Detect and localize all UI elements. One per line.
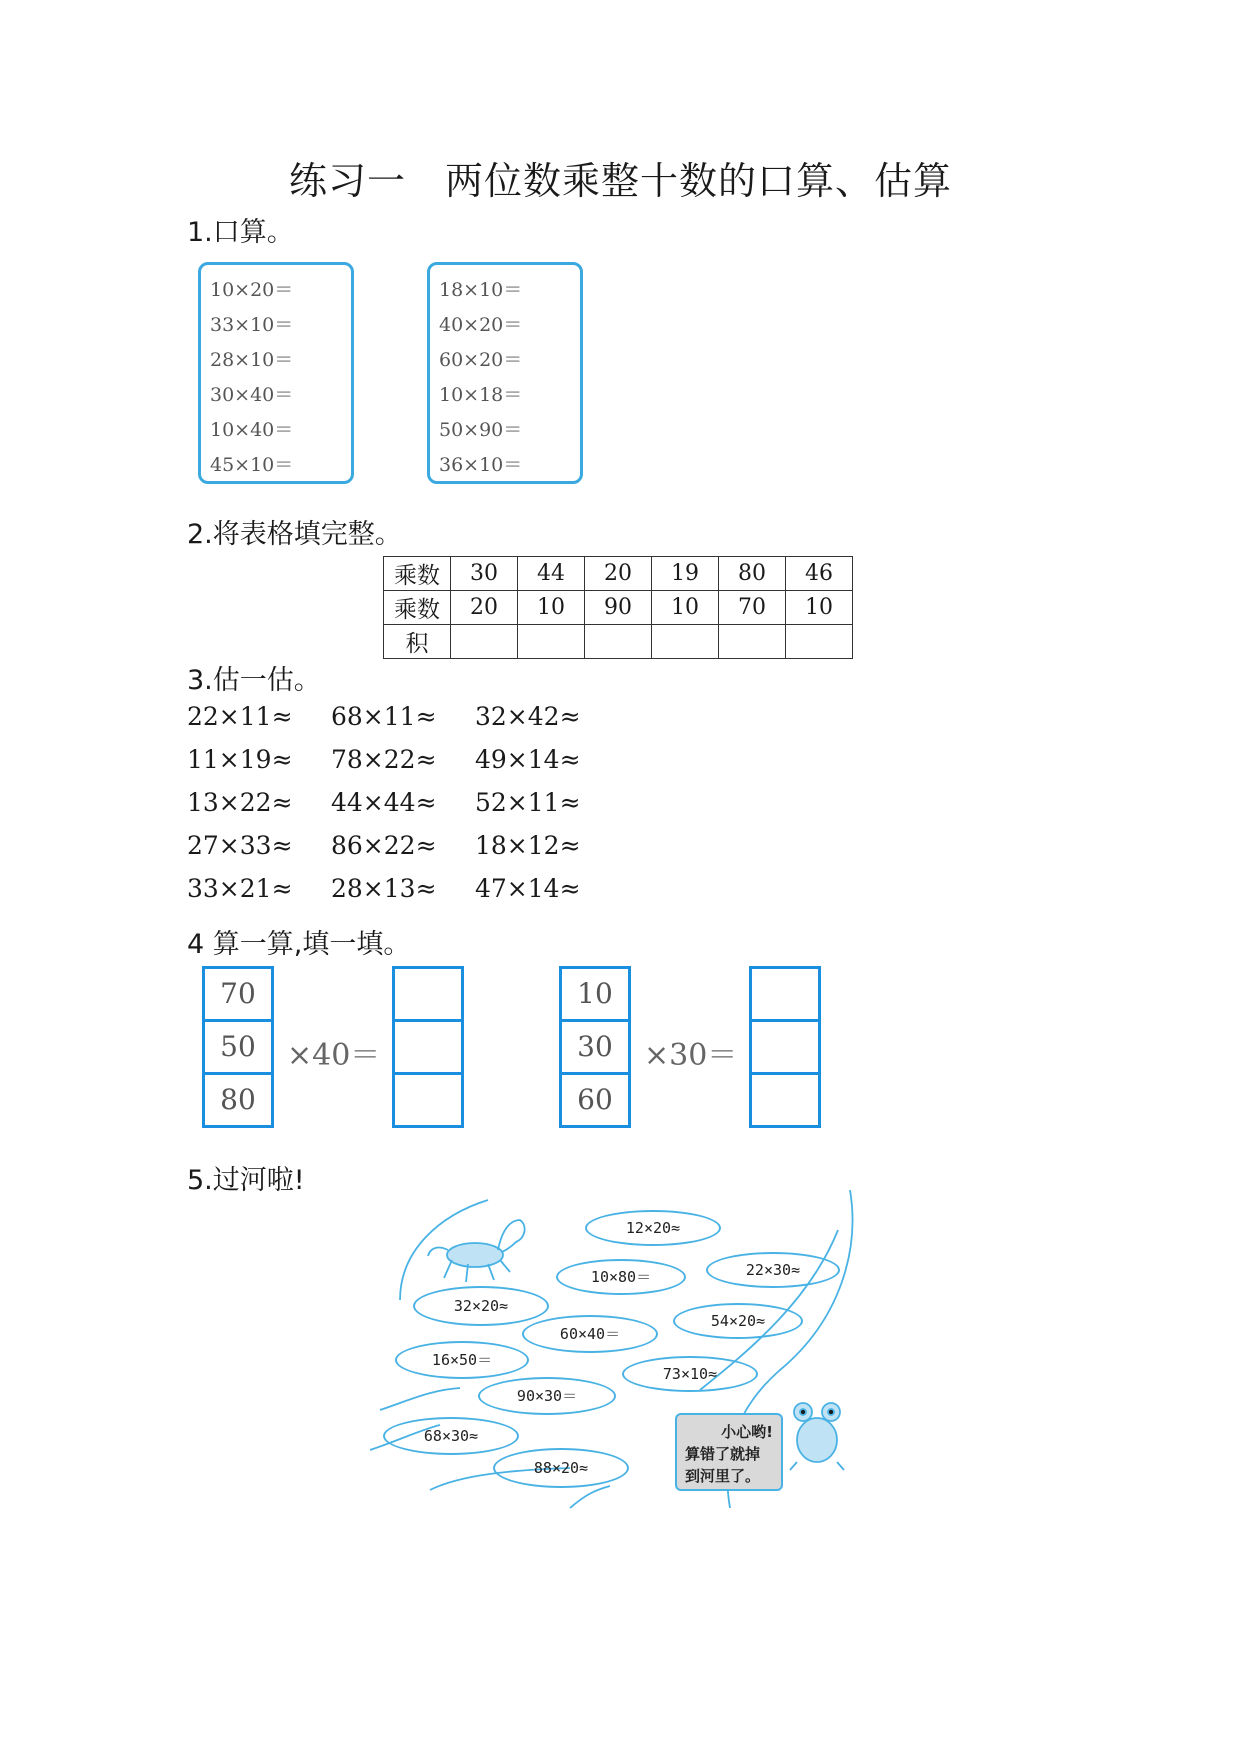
estimate-item: 78×22≈: [331, 745, 437, 774]
oral-item: 18×10＝: [439, 279, 523, 301]
section-4-heading: 4 算一算,填一填。: [187, 929, 411, 960]
table-cell: 19: [652, 557, 719, 591]
estimate-item: 18×12≈: [475, 831, 581, 860]
table-cell: 70: [719, 591, 786, 625]
estimate-item: 32×42≈: [475, 702, 581, 731]
estimate-item: 68×11≈: [331, 702, 437, 731]
oral-item: 50×90＝: [439, 419, 523, 441]
oral-item: 60×20＝: [439, 349, 523, 371]
table-cell: 44: [518, 557, 585, 591]
row-label: 乘数: [384, 557, 451, 591]
river-stone: 22×30≈: [706, 1252, 840, 1288]
answer-cell[interactable]: [749, 1072, 821, 1128]
section-2-heading: 2.将表格填完整。: [187, 519, 402, 550]
table-cell: 10: [652, 591, 719, 625]
river-stone: 68×30≈: [383, 1417, 519, 1455]
section-1-heading: 1.口算。: [187, 217, 294, 248]
oral-item: 36×10＝: [439, 454, 523, 476]
oral-item: 33×10＝: [210, 314, 294, 336]
table-cell: 10: [518, 591, 585, 625]
estimate-item: 52×11≈: [475, 788, 581, 817]
frog-icon: [790, 1403, 844, 1470]
river-stone: 73×10≈: [622, 1356, 758, 1392]
oral-item: 30×40＝: [210, 384, 294, 406]
river-stone: 10×80＝: [556, 1259, 686, 1295]
estimate-item: 11×19≈: [187, 745, 293, 774]
estimate-item: 47×14≈: [475, 874, 581, 903]
river-stone: 32×20≈: [413, 1286, 549, 1326]
oral-box-left: [198, 262, 354, 484]
oral-item: 10×20＝: [210, 279, 294, 301]
oral-box-right: [427, 262, 583, 484]
estimate-item: 33×21≈: [187, 874, 293, 903]
page-title: 练习一 两位数乘整十数的口算、估算: [288, 159, 952, 203]
product-answer-cell[interactable]: [585, 625, 652, 659]
operator-label: ×40＝: [287, 1038, 381, 1073]
product-answer-cell[interactable]: [652, 625, 719, 659]
answer-cell[interactable]: [392, 1072, 464, 1128]
oral-item: 40×20＝: [439, 314, 523, 336]
section-5-heading: 5.过河啦!: [187, 1165, 305, 1196]
speech-line: 到河里了。: [685, 1467, 761, 1485]
input-number-cell: 80: [202, 1072, 274, 1128]
estimate-item: 44×44≈: [331, 788, 437, 817]
estimate-item: 27×33≈: [187, 831, 293, 860]
product-answer-cell[interactable]: [451, 625, 518, 659]
row-label: 乘数: [384, 591, 451, 625]
oral-item: 28×10＝: [210, 349, 294, 371]
table-cell: 20: [585, 557, 652, 591]
estimate-item: 86×22≈: [331, 831, 437, 860]
table-cell: 10: [786, 591, 853, 625]
table-cell: 46: [786, 557, 853, 591]
input-number-cell: 70: [202, 966, 274, 1022]
horse-icon: [428, 1220, 525, 1282]
table-row: [384, 591, 853, 625]
product-answer-cell[interactable]: [719, 625, 786, 659]
answer-cell[interactable]: [749, 1019, 821, 1075]
multiplication-table: [383, 556, 853, 659]
operator-label: ×30＝: [644, 1038, 738, 1073]
estimate-item: 28×13≈: [331, 874, 437, 903]
river-stone: 54×20≈: [673, 1303, 803, 1339]
river-stone: 90×30＝: [478, 1377, 616, 1415]
table-cell: 90: [585, 591, 652, 625]
table-cell: 80: [719, 557, 786, 591]
input-number-cell: 50: [202, 1019, 274, 1075]
section-3-heading: 3.估一估。: [187, 665, 321, 696]
speech-line: 算错了就掉: [685, 1445, 761, 1463]
estimate-item: 13×22≈: [187, 788, 293, 817]
river-stone: 16×50＝: [395, 1341, 529, 1379]
input-number-cell: 60: [559, 1072, 631, 1128]
estimate-item: 22×11≈: [187, 702, 293, 731]
speech-line: 小心哟!: [721, 1423, 773, 1441]
row-label: 积: [384, 625, 451, 659]
oral-item: 45×10＝: [210, 454, 294, 476]
table-cell: 20: [451, 591, 518, 625]
table-row: [384, 625, 853, 659]
product-answer-cell[interactable]: [518, 625, 585, 659]
input-number-cell: 10: [559, 966, 631, 1022]
river-stone: 12×20≈: [585, 1210, 721, 1246]
answer-cell[interactable]: [392, 1019, 464, 1075]
product-answer-cell[interactable]: [786, 625, 853, 659]
estimate-item: 49×14≈: [475, 745, 581, 774]
oral-item: 10×40＝: [210, 419, 294, 441]
input-number-cell: 30: [559, 1019, 631, 1075]
answer-cell[interactable]: [749, 966, 821, 1022]
river-stone: 60×40＝: [522, 1315, 658, 1353]
table-row: [384, 557, 853, 591]
answer-cell[interactable]: [392, 966, 464, 1022]
oral-item: 10×18＝: [439, 384, 523, 406]
speech-bubble: [675, 1413, 783, 1491]
river-stone: 88×20≈: [493, 1448, 629, 1488]
table-cell: 30: [451, 557, 518, 591]
